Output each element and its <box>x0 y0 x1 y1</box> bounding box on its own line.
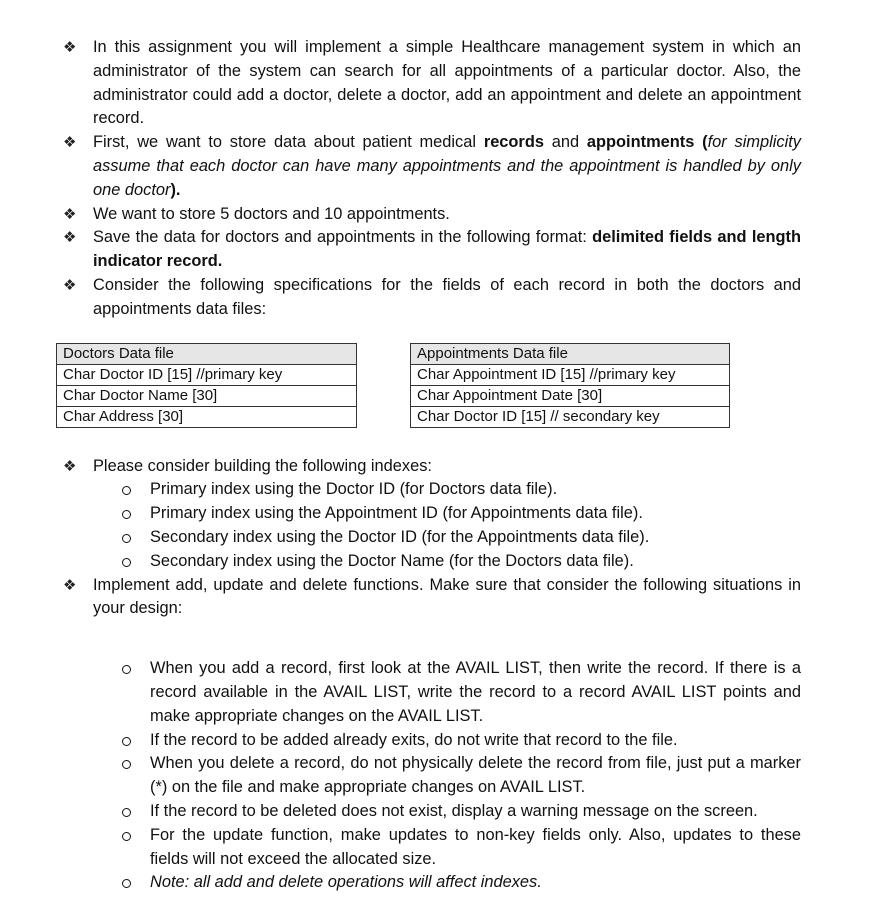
text-run: appointments ( <box>586 133 708 152</box>
situation-item <box>0 800 801 824</box>
situation-item <box>0 729 801 753</box>
diamond-bullet-icon: ❖ <box>63 134 77 152</box>
text-run: ). <box>170 180 181 199</box>
circle-bullet-icon <box>122 808 131 817</box>
doctors-data-table <box>56 343 357 428</box>
data-file-tables <box>0 343 869 433</box>
situation-text: When you add a record, first look at the AVAIL LIST, then write the record. If there is a record available in the AVAIL LIST, write the record to a record AVAIL LIST points and make appropriate changes on the AVAIL LIST. <box>150 659 801 725</box>
index-item: Secondary index using the Doctor ID (for the Appointments data file). <box>0 526 801 550</box>
situation-item <box>0 752 801 800</box>
circle-bullet-icon <box>122 534 131 543</box>
doctors-table-row: Char Address [30] <box>57 406 357 427</box>
text-run: for simplicity assume that each doctor can have many appointments and the appointment is handled by only one doctor <box>93 133 801 199</box>
circle-bullet-icon <box>122 879 131 888</box>
text-run: Consider the following specifications for the fields of each record in both the doctors and appointments data files: <box>93 275 801 318</box>
intro-bullet <box>0 131 801 202</box>
doctors-table-header: Doctors Data file <box>57 343 357 364</box>
appointments-data-table <box>410 343 730 428</box>
appointments-table-row: Char Appointment Date [30] <box>411 385 730 406</box>
index-bullet-text: Please consider building the following indexes: <box>93 456 432 475</box>
text-run: First, we want to store data about patient medical <box>93 133 484 152</box>
diamond-bullet-icon: ❖ <box>63 276 77 294</box>
situation-text: If the record to be deleted does not exist, display a warning message on the screen. <box>150 801 758 820</box>
intro-bullet <box>0 274 801 322</box>
situation-item <box>0 824 801 872</box>
diamond-bullet-icon: ❖ <box>63 576 77 594</box>
intro-bullet-list <box>0 36 869 322</box>
circle-bullet-icon <box>122 832 131 841</box>
situations-list <box>0 657 869 895</box>
diamond-bullet-icon: ❖ <box>63 457 77 475</box>
circle-bullet-icon <box>122 486 131 495</box>
text-run: Save the data for doctors and appointments in the following format: <box>93 228 593 247</box>
circle-bullet-icon <box>122 737 131 746</box>
circle-bullet-icon <box>122 558 131 567</box>
situation-text: If the record to be added already exits, do not write that record to the file. <box>150 730 678 749</box>
index-item: Primary index using the Appointment ID (for Appointments data file). <box>0 502 801 526</box>
intro-bullet <box>0 36 801 131</box>
diamond-bullet-icon: ❖ <box>63 39 77 56</box>
appointments-table-row: Char Doctor ID [15] // secondary key <box>411 406 730 427</box>
diamond-bullet-icon: ❖ <box>63 205 77 223</box>
situation-text: For the update function, make updates to non-key fields only. Also, updates to these fields will not exceed the allocated size. <box>150 825 801 868</box>
text-run: and <box>543 133 587 152</box>
implement-bullet <box>0 574 801 622</box>
intro-bullet <box>0 203 801 227</box>
appointments-table-row: Char Appointment ID [15] //primary key <box>411 364 730 385</box>
index-bullet <box>0 455 801 479</box>
situation-item <box>0 871 801 895</box>
circle-bullet-icon <box>122 760 131 769</box>
appointments-table-header: Appointments Data file <box>411 343 730 364</box>
doctors-table-row: Char Doctor Name [30] <box>57 385 357 406</box>
intro-bullet <box>0 226 801 274</box>
situation-item <box>0 657 801 728</box>
situation-text: Note: all add and delete operations will affect indexes. <box>150 873 542 892</box>
circle-bullet-icon <box>122 510 131 519</box>
text-run: In this assignment you will implement a simple Healthcare management system in which an administrator of the system can search for all appointments of a particular doctor. Also, the administrator could add a doctor, delete a doctor, add an appointment and delete an appointment record. <box>93 38 801 128</box>
index-item: Secondary index using the Doctor Name (for the Doctors data file). <box>0 550 801 574</box>
diamond-bullet-icon: ❖ <box>63 229 77 247</box>
situation-text: When you delete a record, do not physically delete the record from file, just put a marker (*) on the file and make appropriate changes on AVAIL LIST. <box>150 754 801 797</box>
text-run: records <box>483 133 544 152</box>
implement-bullet-text: Implement add, update and delete functions. Make sure that consider the following situations in your design: <box>93 575 801 618</box>
circle-bullet-icon <box>122 665 131 674</box>
index-item: Primary index using the Doctor ID (for Doctors data file). <box>0 478 801 502</box>
doctors-table-row: Char Doctor ID [15] //primary key <box>57 364 357 385</box>
text-run: delimited fields and length indicator record. <box>93 228 801 271</box>
text-run: We want to store 5 doctors and 10 appointments. <box>93 204 450 223</box>
assignment-document <box>0 36 869 895</box>
